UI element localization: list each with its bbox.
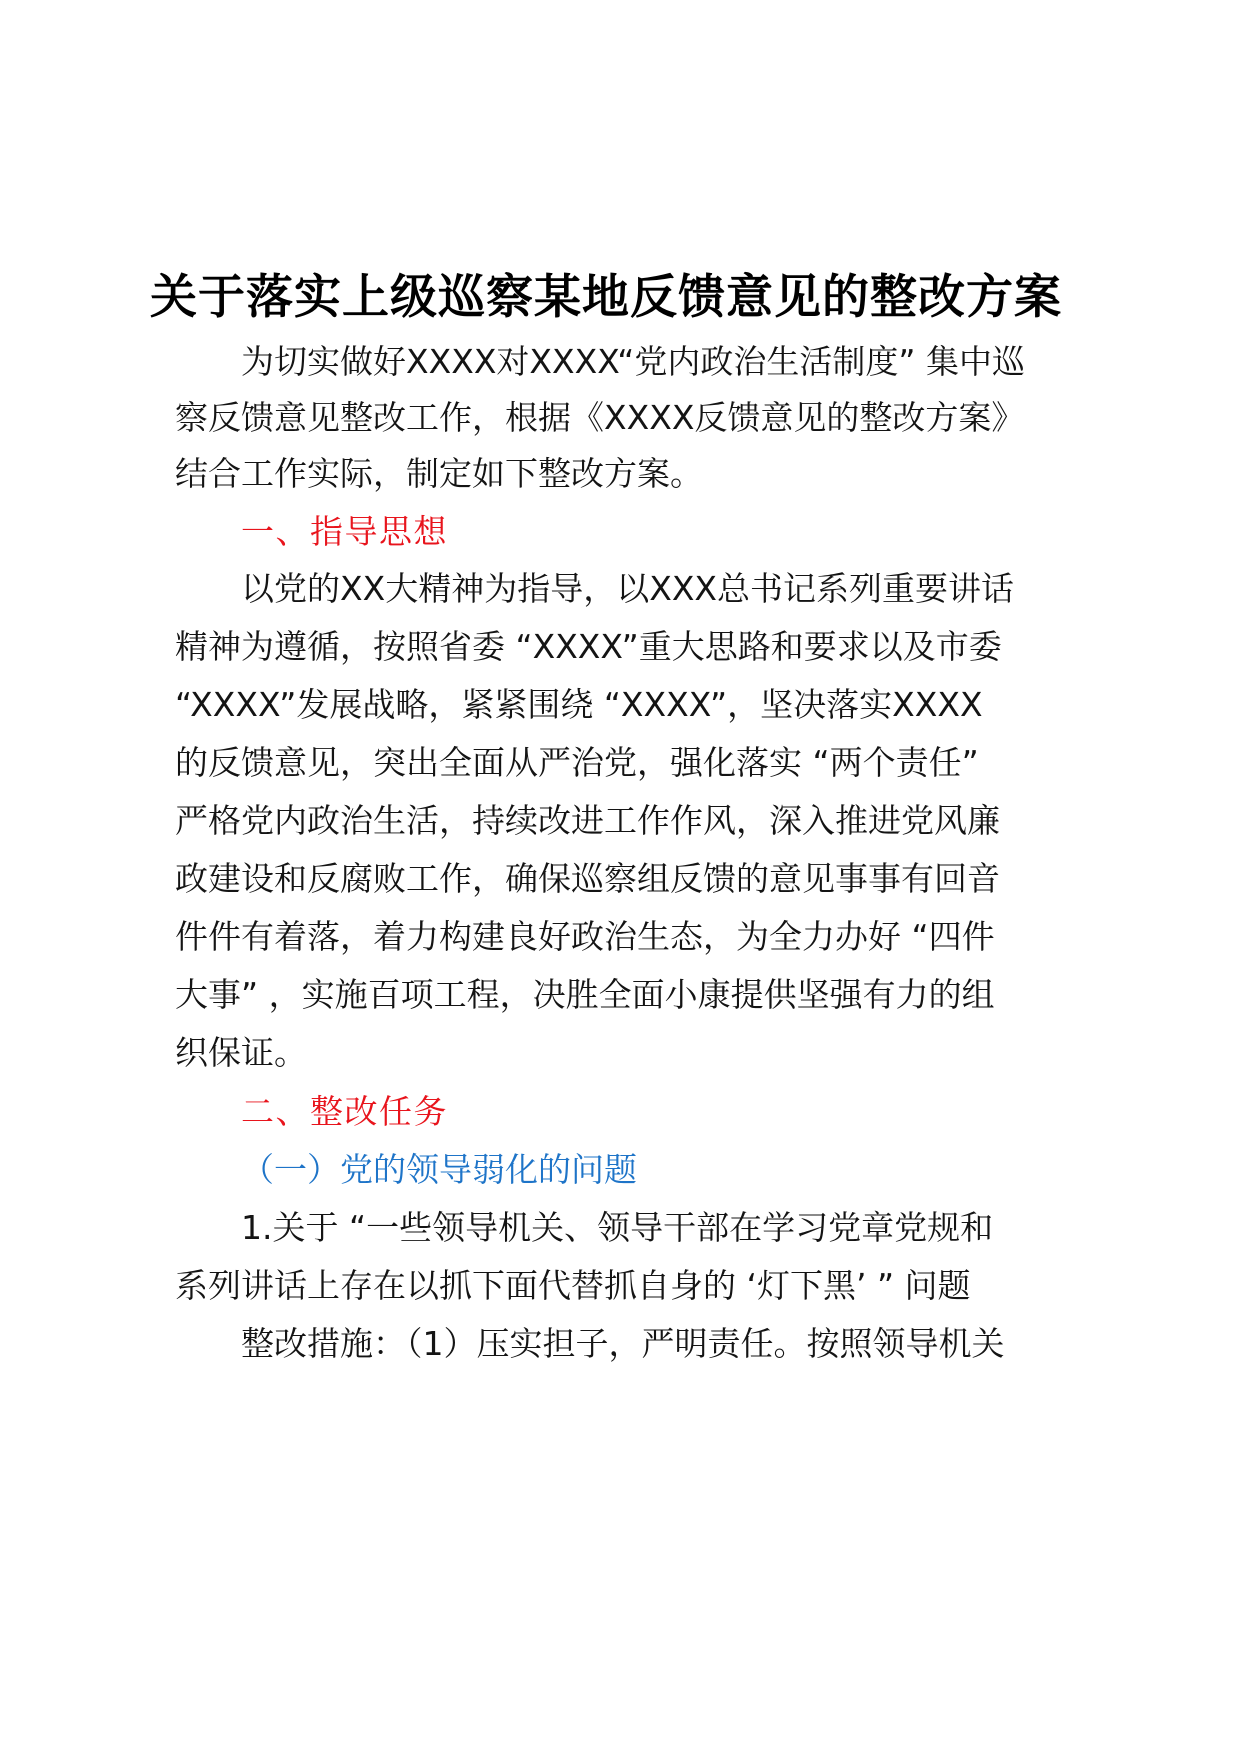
- section1-line-7: 件件有着落，着力构建良好政治生态，为全力办好 “四件: [175, 917, 995, 956]
- intro-line-1: 为切实做好XXXX对XXXX“党内政治生活制度” 集中巡: [241, 342, 1025, 381]
- section1-line-9: 织保证。: [175, 1033, 307, 1072]
- section1-line-3: “XXXX”发展战略，紧紧围绕 “XXXX”，坚决落实XXXX: [175, 685, 983, 724]
- subsection-heading: （一）党的领导弱化的问题: [241, 1150, 637, 1189]
- intro-line-3: 结合工作实际，制定如下整改方案。: [175, 454, 703, 493]
- section-heading-rectification-tasks: 二、整改任务: [241, 1092, 448, 1131]
- section1-line-1: 以党的XX大精神为指导，以XXX总书记系列重要讲话: [241, 569, 1015, 608]
- section-heading-guiding-ideology: 一、指导思想: [241, 512, 448, 551]
- document-title: 关于落实上级巡察某地反馈意见的整改方案: [150, 270, 1062, 325]
- section1-line-5: 严格党内政治生活，持续改进工作作风，深入推进党风廉: [175, 801, 1000, 840]
- section1-line-2: 精神为遵循，按照省委 “XXXX”重大思路和要求以及市委: [175, 627, 1002, 666]
- section1-line-8: 大事” ，实施百项工程，决胜全面小康提供坚强有力的组: [175, 975, 995, 1014]
- intro-line-2: 察反馈意见整改工作，根据《XXXX反馈意见的整改方案》: [175, 398, 1025, 437]
- measure-line: 整改措施：（1）压实担子，严明责任。按照领导机关: [241, 1324, 1005, 1363]
- item-line-1: 1.关于 “一些领导机关、领导干部在学习党章党规和: [241, 1208, 994, 1247]
- item-line-2: 系列讲话上存在以抓下面代替抓自身的 ‘灯下黑’ ” 问题: [175, 1266, 971, 1305]
- section1-line-4: 的反馈意见，突出全面从严治党，强化落实 “两个责任”: [175, 743, 979, 782]
- section1-line-6: 政建设和反腐败工作，确保巡察组反馈的意见事事有回音: [175, 859, 1000, 898]
